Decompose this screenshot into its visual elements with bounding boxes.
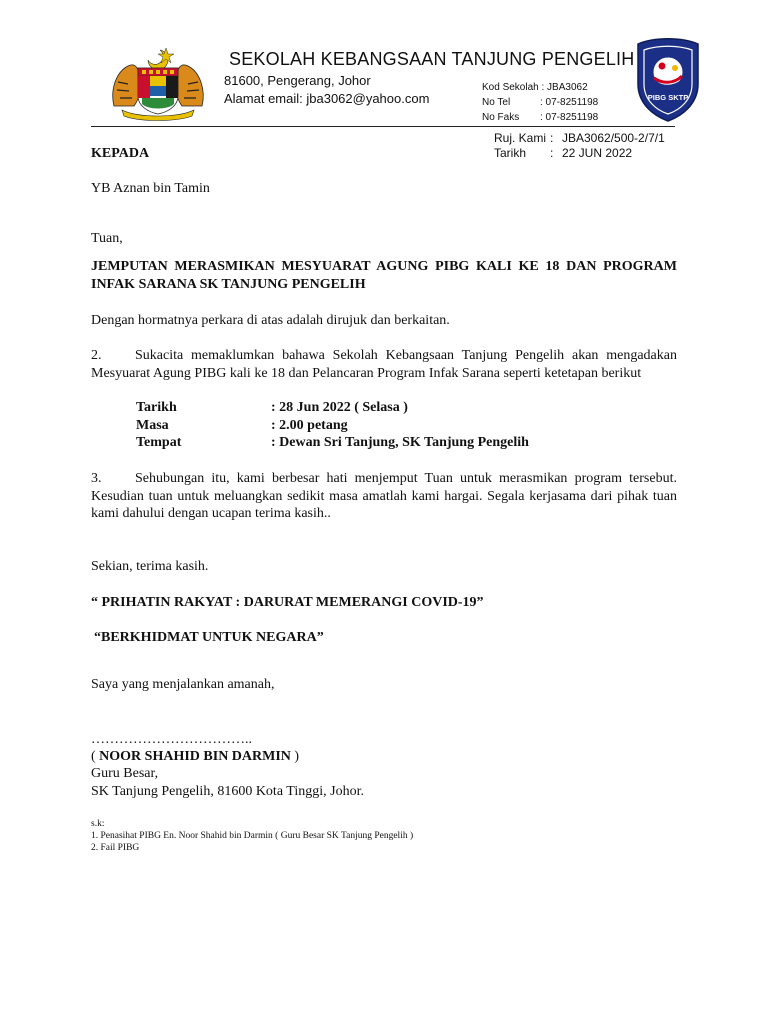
- cc-line-1: 1. Penasihat PIBG En. Noor Shahid bin Darmin ( Guru Besar SK Tanjung Pengelih ): [91, 831, 414, 841]
- header-divider: [91, 126, 675, 127]
- event-date-row: [136, 399, 529, 417]
- signer-title: Guru Besar,: [91, 766, 159, 781]
- event-venue-row: [136, 434, 529, 452]
- phone-value: : 07-8251198: [540, 97, 599, 108]
- event-date-label: Tarikh: [136, 400, 177, 415]
- school-address: 81600, Pengerang, Johor: [224, 73, 371, 88]
- pibg-logo-text: PIBG SKTP: [647, 93, 689, 102]
- cc-label: s.k:: [91, 819, 105, 829]
- signature-dots: ……………………………..: [91, 732, 252, 747]
- event-venue-label: Tempat: [136, 435, 182, 450]
- event-time-label: Masa: [136, 417, 169, 433]
- cc-block: [91, 818, 413, 854]
- school-code-label: Kod Sekolah :: [482, 82, 545, 93]
- letter-date-separator: :: [550, 146, 554, 160]
- paragraph-3-text: Sehubungan itu, kami berbesar hati menjemput Tuan untuk merasmikan program tersebut. Kesudian tuan untuk meluangkan sedikit masa amatlah kami hargai. Segala kerjasama dari pihak tuan kami dahului dengan ucapan terima kasih..: [91, 471, 677, 521]
- fax-line: [482, 110, 598, 125]
- reference-label: Ruj. Kami: [494, 131, 547, 145]
- paragraph-3: [91, 470, 677, 523]
- intro-paragraph: Dengan hormatnya perkara di atas adalah dirujuk dan berkaitan.: [91, 313, 450, 328]
- phone-line: [482, 95, 598, 110]
- paragraph-3-number: 3.: [91, 471, 102, 486]
- motto-berkhidmat: “BERKHIDMAT UNTUK NEGARA”: [94, 630, 324, 645]
- fax-value: : 07-8251198: [540, 112, 599, 123]
- recipient-name: YB Aznan bin Tamin: [91, 181, 210, 196]
- paragraph-2-text: Sukacita memaklumkan bahawa Sekolah Kebangsaan Tanjung Pengelih akan mengadakan Mesyuarat Agung PIBG kali ke 18 dan Pelancaran Program Infak Sarana seperti ketetapan berikut: [91, 348, 677, 381]
- letter-subject: JEMPUTAN MERASMIKAN MESYUARAT AGUNG PIBG KALI KE 18 DAN PROGRAM INFAK SARANA SK TANJUNG PENGELIH: [91, 259, 677, 292]
- event-time-value: : 2.00 petang: [271, 417, 348, 433]
- reference-separator: :: [550, 131, 554, 145]
- paragraph-2-number: 2.: [91, 348, 102, 363]
- reference-value: JBA3062/500-2/7/1: [562, 131, 665, 145]
- event-venue-value: : Dewan Sri Tanjung, SK Tanjung Pengelih: [271, 435, 529, 450]
- school-address-block: [224, 72, 429, 108]
- kepada-heading: KEPADA: [91, 146, 150, 161]
- event-details: [136, 399, 529, 452]
- letter-date-value: 22 JUN 2022: [562, 146, 633, 160]
- school-name: SEKOLAH KEBANGSAAN TANJUNG PENGELIH: [229, 49, 635, 69]
- phone-label: No Tel: [482, 97, 511, 108]
- school-code-line: [482, 80, 598, 95]
- fax-label: No Faks: [482, 112, 520, 123]
- letter-date-label: Tarikh: [494, 146, 527, 160]
- signer-name: NOOR SHAHID BIN DARMIN: [99, 749, 291, 764]
- signer-address: SK Tanjung Pengelih, 81600 Kota Tinggi, Johor.: [91, 784, 364, 799]
- event-time-row: [136, 417, 529, 435]
- coat-of-arms-logo: [108, 46, 208, 122]
- school-contact-block: [482, 80, 598, 125]
- event-date-value: : 28 Jun 2022 ( Selasa ): [271, 400, 408, 415]
- signer-close-paren: ): [290, 749, 300, 764]
- signer-name-line: [91, 748, 677, 766]
- signer-open-paren: (: [91, 749, 100, 764]
- sign-off: Saya yang menjalankan amanah,: [91, 677, 275, 692]
- reference-number-line: [494, 131, 665, 146]
- paragraph-2: [91, 347, 677, 382]
- pibg-sktp-logo: [634, 38, 702, 122]
- salutation: Tuan,: [91, 231, 123, 246]
- school-email: Alamat email: jba3062@yahoo.com: [224, 91, 430, 106]
- closing-line: Sekian, terima kasih.: [91, 559, 209, 574]
- school-code-value: JBA3062: [547, 82, 588, 93]
- motto-covid: “ PRIHATIN RAKYAT : DARURAT MEMERANGI COVID-19”: [91, 595, 484, 610]
- cc-line-2: 2. Fail PIBG: [91, 843, 140, 853]
